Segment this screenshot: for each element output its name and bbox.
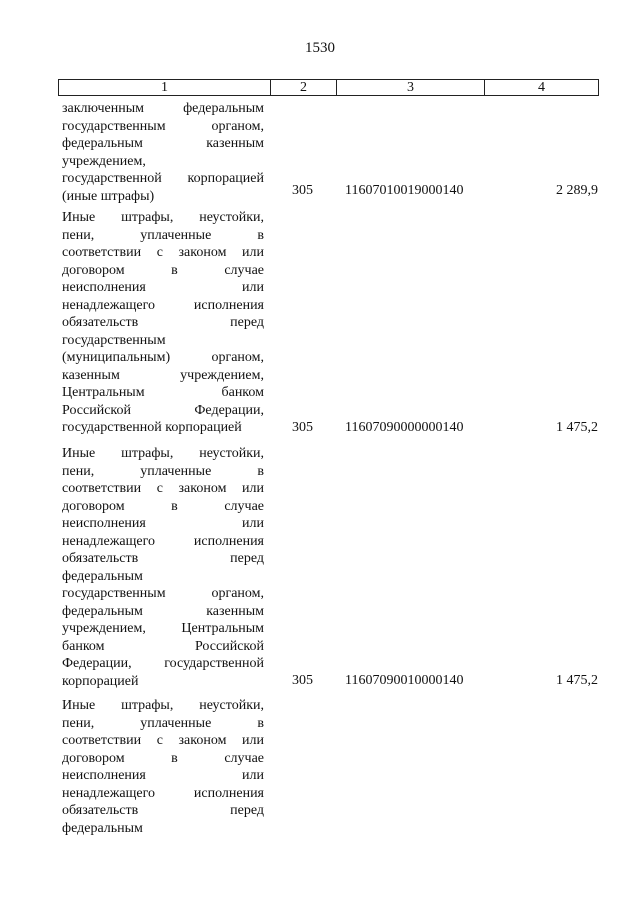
- row-2-line: обязательств перед: [62, 315, 264, 330]
- row-4-line: федеральным: [62, 820, 143, 836]
- header-col-1: 1: [59, 80, 271, 95]
- row-3-line: пени, уплаченные в: [62, 463, 264, 479]
- row-3-code: 11607090010000140: [345, 673, 464, 688]
- row-2-line: ненадлежащего исполнения: [62, 297, 264, 313]
- row-3-line: государственным органом,: [62, 586, 264, 601]
- row-2-line: Российской Федерации,: [62, 402, 264, 418]
- row-3-line: корпорацией: [62, 673, 139, 689]
- row-1-line: заключенным федеральным: [62, 101, 264, 116]
- row-2-line: неисполнения или: [62, 280, 264, 295]
- row-3-admin: 305: [292, 673, 313, 688]
- row-3-line: федеральным: [62, 568, 143, 584]
- row-3-amount: 1 475,2: [556, 673, 598, 688]
- row-1-line: государственной корпорацией: [62, 171, 264, 186]
- row-1-line: учреждением,: [62, 153, 146, 169]
- header-col-2: 2: [271, 80, 337, 95]
- row-2-line: Центральным банком: [62, 385, 264, 400]
- row-2-line: соответствии с законом или: [62, 245, 264, 260]
- row-1-code: 11607010019000140: [345, 183, 464, 198]
- row-2-code: 11607090000000140: [345, 420, 464, 435]
- row-4-line: Иные штрафы, неустойки,: [62, 698, 264, 713]
- row-1-line: государственным органом,: [62, 118, 264, 134]
- row-3-line: банком Российской: [62, 638, 264, 654]
- row-2-line: казенным учреждением,: [62, 367, 264, 383]
- row-3-line: обязательств перед: [62, 551, 264, 566]
- row-1-amount: 2 289,9: [556, 183, 598, 198]
- row-3-line: федеральным казенным: [62, 603, 264, 619]
- header-col-4: 4: [538, 80, 545, 95]
- row-4-line: пени, уплаченные в: [62, 715, 264, 731]
- row-2-line: государственной корпорацией: [62, 420, 242, 435]
- header-col-3: 3: [337, 80, 485, 95]
- row-1-line: федеральным казенным: [62, 136, 264, 151]
- row-2-line: Иные штрафы, неустойки,: [62, 210, 264, 225]
- row-2-line: договором в случае: [62, 262, 264, 278]
- row-2-line: пени, уплаченные в: [62, 227, 264, 243]
- row-3-line: договором в случае: [62, 498, 264, 514]
- row-3-description: [62, 445, 264, 690]
- row-2-line: государственным: [62, 332, 166, 348]
- row-2-description: [62, 209, 264, 437]
- table-header: [58, 79, 599, 96]
- row-3-line: неисполнения или: [62, 516, 264, 531]
- row-2-admin: 305: [292, 420, 313, 435]
- row-4-line: соответствии с законом или: [62, 733, 264, 748]
- row-4-line: неисполнения или: [62, 768, 264, 783]
- row-3-line: соответствии с законом или: [62, 481, 264, 496]
- row-3-line: учреждением, Центральным: [62, 621, 264, 636]
- row-4-line: договором в случае: [62, 750, 264, 766]
- row-1-description: [62, 100, 264, 205]
- row-2-line: (муниципальным) органом,: [62, 350, 264, 365]
- row-2-amount: 1 475,2: [556, 420, 598, 435]
- row-3-line: Федерации, государственной: [62, 656, 264, 671]
- row-4-description: [62, 697, 264, 837]
- page-number: 1530: [305, 40, 335, 56]
- row-1-line: (иные штрафы): [62, 188, 155, 204]
- row-4-line: обязательств перед: [62, 803, 264, 818]
- row-4-line: ненадлежащего исполнения: [62, 785, 264, 801]
- row-3-line: ненадлежащего исполнения: [62, 533, 264, 549]
- row-3-line: Иные штрафы, неустойки,: [62, 446, 264, 461]
- row-1-admin: 305: [292, 183, 313, 198]
